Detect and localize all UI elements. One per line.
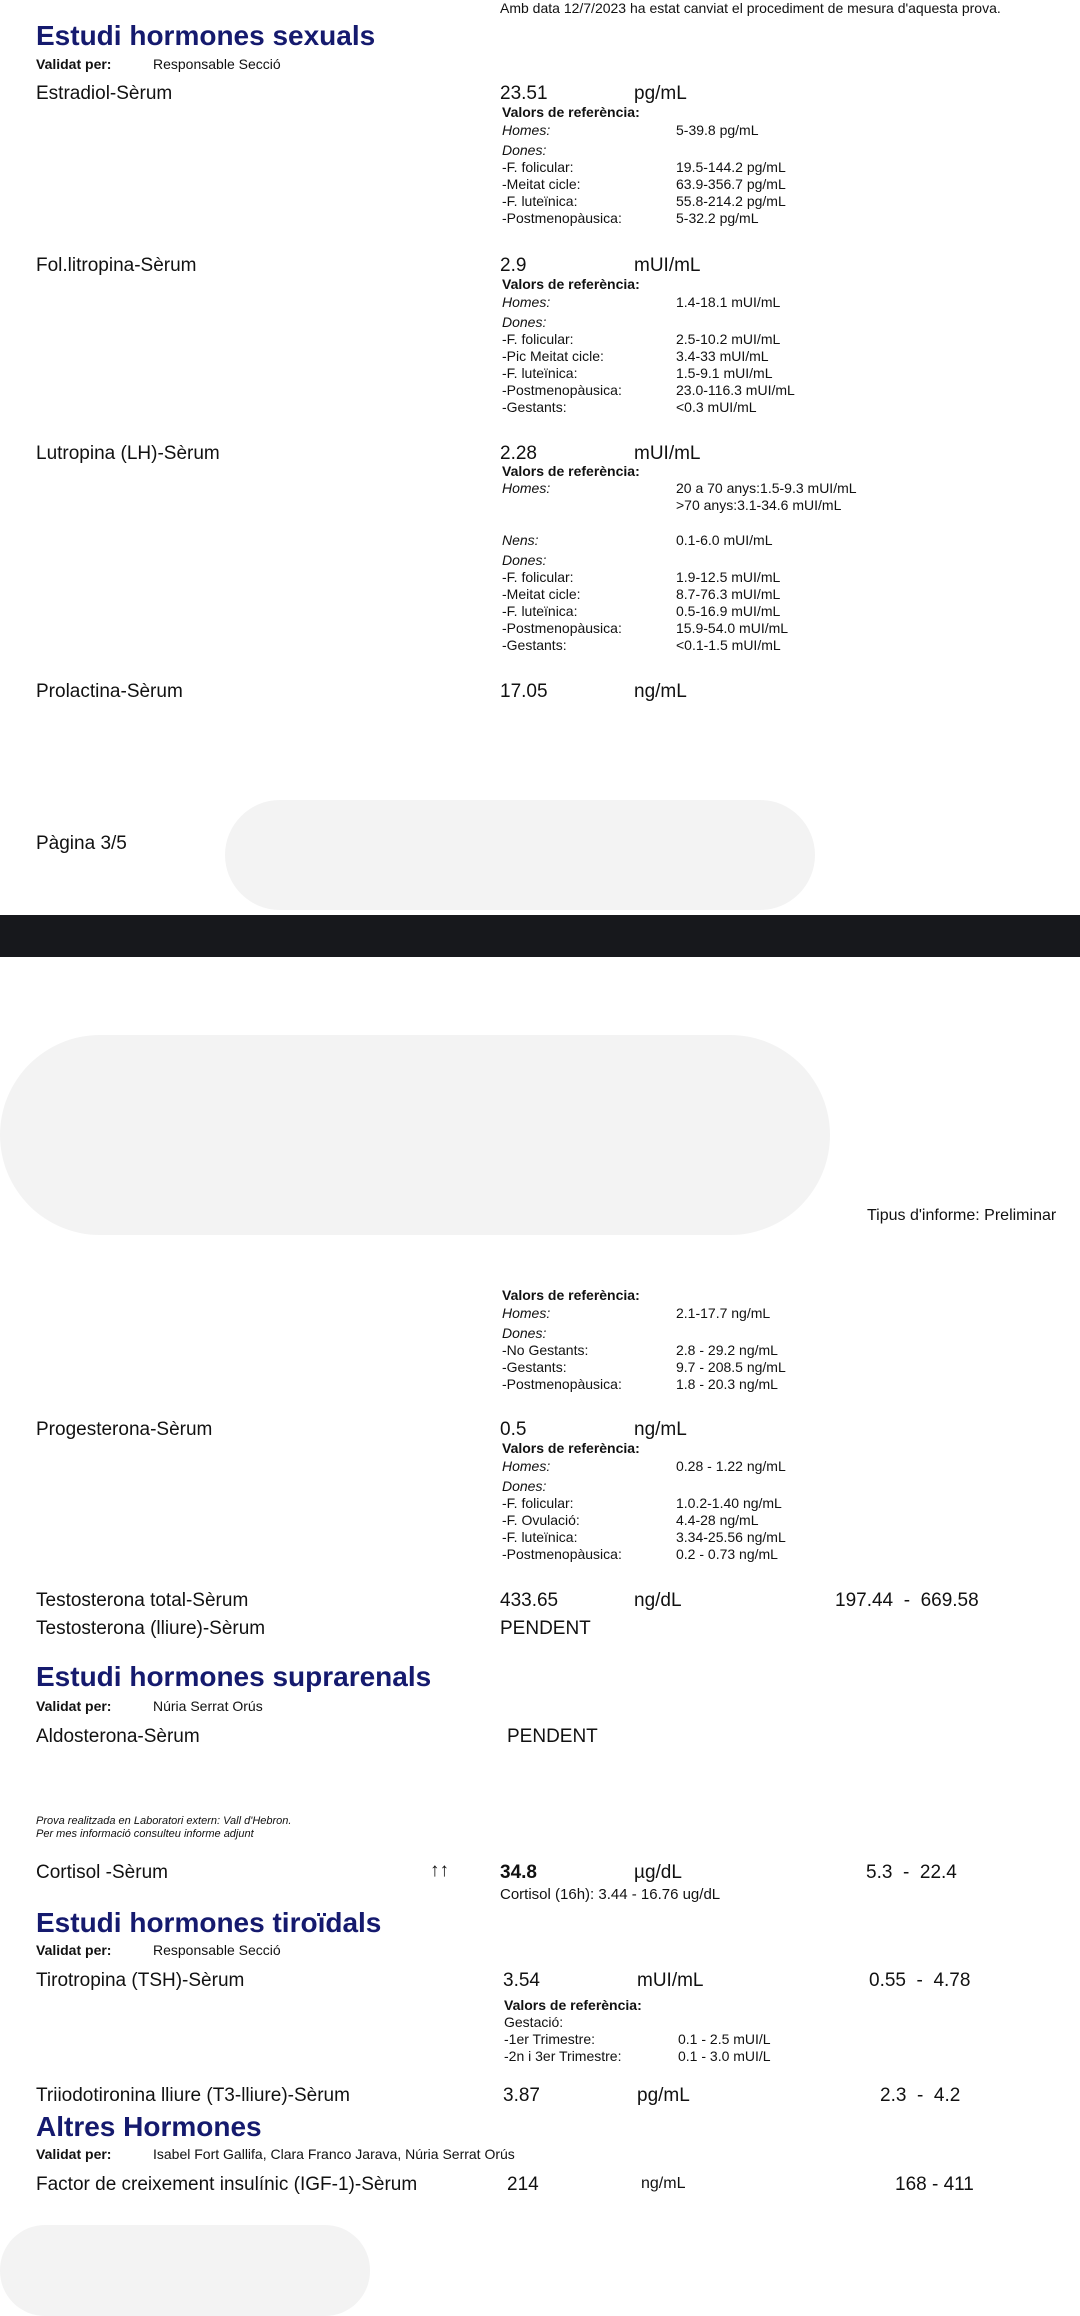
range-t3 [880,2085,960,2107]
ref-value: <0.1-1.5 mUI/mL [676,637,781,653]
ref-value: 0.1 - 3.0 mUI/L [678,2048,771,2064]
ref-value: 0.5-16.9 mUI/mL [676,603,781,619]
range-high: 22.4 [919,1862,957,1883]
ref-value: 23.0-116.3 mUI/mL [676,382,795,398]
ref-value: 1.8 - 20.3 ng/mL [676,1376,778,1392]
test-name-testosterona-total: Testosterona total-Sèrum [36,1590,249,1611]
ref-block-prolactina [502,1305,786,1393]
ref-label: -Postmenopàusica: [502,1546,622,1562]
ref-header: Valors de referència: [502,463,640,479]
ref-label: Gestació: [504,2014,564,2030]
ref-value: 2.5-10.2 mUI/mL [676,331,781,347]
test-name-progesterona: Progesterona-Sèrum [36,1419,213,1440]
range-high: 669.58 [920,1590,979,1611]
test-name-aldosterona: Aldosterona-Sèrum [36,1726,200,1747]
ref-value: 20 a 70 anys:1.5-9.3 mUI/mL [676,480,857,496]
range-separator: - [903,1590,911,1611]
ref-value: >70 anys:3.1-34.6 mUI/mL [676,497,842,513]
unit-prolactina: ng/mL [634,681,687,702]
result-t3: 3.87 [503,2085,540,2106]
section-title-altres: Altres Hormones [36,2111,262,2142]
ref-label: -F. folicular: [502,1495,574,1511]
ref-label [502,497,676,514]
ref-label: -Meitat cicle: [502,586,581,602]
validated-label: Validat per: [36,2146,112,2162]
range-tsh [869,1970,970,1992]
ref-value: 4.4-28 ng/mL [676,1512,759,1528]
ref-block-fsh [502,294,795,416]
external-lab-note-line1: Prova realitzada en Laboratori extern: Vall d'Hebron. [36,1815,292,1827]
test-name-estradiol: Estradiol-Sèrum [36,83,173,104]
ref-value: 0.2 - 0.73 ng/mL [676,1546,778,1562]
result-fsh: 2.9 [500,255,527,276]
ref-header: Valors de referència: [502,276,640,292]
ref-label: -No Gestants: [502,1342,589,1358]
ref-label: -Gestants: [502,1359,567,1375]
ref-label: -F. folicular: [502,331,574,347]
ref-label: Dones: [502,314,547,330]
ref-label: Dones: [502,1478,547,1494]
result-estradiol: 23.51 [500,83,548,104]
ref-label: -Gestants: [502,399,567,415]
ref-value: 1.4-18.1 mUI/mL [676,294,781,310]
ref-header: Valors de referència: [504,1997,642,2013]
range-separator: - [916,1970,923,1991]
ref-block-estradiol [502,122,786,227]
section-title-suprarenals: Estudi hormones suprarenals [36,1661,432,1692]
redacted-header [0,1035,830,1235]
ref-label: -F. luteïnica: [502,365,578,381]
ref-block-tsh [504,2014,771,2065]
unit-cortisol: µg/dL [634,1862,682,1883]
ref-label: -Postmenopàusica: [502,382,622,398]
unit-lh: mUI/mL [634,443,701,464]
ref-block-lh-b [502,532,788,654]
ref-label: -Postmenopàusica: [502,1376,622,1392]
procedure-notice: Amb data 12/7/2023 ha estat canviat el procediment de mesura d'aquesta prova. [500,0,1001,16]
ref-label: -2n i 3er Trimestre: [504,2048,622,2064]
ref-label: Dones: [502,1325,547,1341]
test-name-fsh: Fol.litropina-Sèrum [36,255,197,276]
validated-name: Núria Serrat Orús [153,1698,263,1714]
result-aldosterona: PENDENT [507,1726,598,1747]
ref-label: -F. luteïnica: [502,1529,578,1545]
ref-label: Nens: [502,532,539,548]
ref-label: -F. folicular: [502,569,574,585]
range-high: 4.78 [933,1970,971,1991]
ref-value: 3.4-33 mUI/mL [676,348,769,364]
result-lh: 2.28 [500,443,537,464]
range-low: 5.3 [866,1862,893,1883]
validated-label: Validat per: [36,56,112,72]
ref-label: Dones: [502,552,547,568]
validated-name: Responsable Secció [153,56,281,72]
ref-label: -F. folicular: [502,159,574,175]
ref-label: -1er Trimestre: [504,2031,596,2047]
ref-block-lh-a [502,480,857,514]
result-igf1: 214 [507,2174,539,2195]
range-high: 4.2 [933,2085,961,2106]
unit-t3: pg/mL [637,2085,690,2106]
test-name-lh: Lutropina (LH)-Sèrum [36,443,220,464]
redacted-area [225,800,815,910]
range-low: 2.3 [880,2085,907,2106]
result-tsh: 3.54 [503,1970,540,1991]
ref-value: 3.34-25.56 ng/mL [676,1529,786,1545]
unit-estradiol: pg/mL [634,83,687,104]
ref-label: Homes: [502,294,551,310]
report-type: Tipus d'informe: Preliminar [867,1207,1057,1224]
range-separator: - [916,2085,924,2106]
ref-value: 55.8-214.2 pg/mL [676,193,786,209]
ref-label: -F. Ovulació: [502,1512,580,1528]
ref-value: 19.5-144.2 pg/mL [676,159,786,175]
ref-label: Homes: [502,1458,551,1474]
ref-label: -Gestants: [502,637,567,653]
unit-igf1: ng/mL [641,2175,686,2192]
ref-value: 1.0.2-1.40 ng/mL [676,1495,782,1511]
ref-value: 5-32.2 pg/mL [676,210,759,226]
ref-label: -F. luteïnica: [502,603,578,619]
validated-label: Validat per: [36,1942,112,1958]
range-low: 197.44 [835,1590,894,1611]
range-low: 0.55 [869,1970,906,1991]
ref-value: 9.7 - 208.5 ng/mL [676,1359,786,1375]
range-separator: - [902,1862,910,1883]
unit-progesterona: ng/mL [634,1419,687,1440]
cortisol-note: Cortisol (16h): 3.44 - 16.76 ug/dL [500,1886,721,1903]
ref-value: 1.5-9.1 mUI/mL [676,365,773,381]
result-progesterona: 0.5 [500,1419,527,1440]
redacted-footer [0,2225,370,2316]
ref-label: -Meitat cicle: [502,176,581,192]
ref-label: -Pic Meitat cicle: [502,348,604,364]
range-igf1: 168 - 411 [895,2174,974,2195]
page-divider [0,915,1080,957]
ref-header: Valors de referència: [502,1440,640,1456]
result-cortisol: 34.8 [500,1862,537,1883]
range-cortisol [866,1862,957,1884]
test-name-cortisol: Cortisol -Sèrum [36,1862,168,1883]
ref-label: Homes: [502,122,551,138]
high-flag-icon: ↑↑ [430,1860,449,1881]
section-title-tiroidals: Estudi hormones tiroïdals [36,1907,382,1938]
test-name-t3: Triiodotironina lliure (T3-lliure)-Sèrum [36,2085,350,2106]
validated-label: Validat per: [36,1698,112,1714]
ref-header: Valors de referència: [502,104,640,120]
unit-fsh: mUI/mL [634,255,701,276]
test-name-tsh: Tirotropina (TSH)-Sèrum [36,1970,245,1991]
ref-label: -Postmenopàusica: [502,210,622,226]
ref-header: Valors de referència: [502,1287,640,1303]
test-name-prolactina: Prolactina-Sèrum [36,681,183,702]
ref-value: 8.7-76.3 mUI/mL [676,586,781,602]
ref-label: -Postmenopàusica: [502,620,622,636]
external-lab-note-line2: Per mes informació consulteu informe adjunt [36,1828,254,1840]
unit-tsh: mUI/mL [637,1970,704,1991]
ref-value: 1.9-12.5 mUI/mL [676,569,781,585]
ref-block-progesterona [502,1458,786,1563]
range-testosterona-total [835,1590,979,1612]
result-prolactina: 17.05 [500,681,548,702]
test-name-igf1: Factor de creixement insulínic (IGF-1)-Sèrum [36,2174,418,2195]
test-name-testosterona-lliure: Testosterona (lliure)-Sèrum [36,1618,266,1639]
ref-value: <0.3 mUI/mL [676,399,757,415]
ref-value: 0.28 - 1.22 ng/mL [676,1458,786,1474]
ref-value: 2.8 - 29.2 ng/mL [676,1342,778,1358]
page-number: Pàgina 3/5 [36,833,127,854]
ref-value: 2.1-17.7 ng/mL [676,1305,771,1321]
ref-label: Homes: [502,1305,551,1321]
result-testosterona-lliure: PENDENT [500,1618,591,1639]
result-testosterona-total: 433.65 [500,1590,559,1611]
ref-value: 5-39.8 pg/mL [676,122,759,138]
ref-label: -F. luteïnica: [502,193,578,209]
ref-label: Homes: [502,480,551,496]
ref-value: 63.9-356.7 pg/mL [676,176,786,192]
ref-value: 0.1 - 2.5 mUI/L [678,2031,771,2047]
ref-label: Dones: [502,142,547,158]
external-lab-note [36,1815,291,1841]
ref-value: 0.1-6.0 mUI/mL [676,532,773,548]
section-title-sexual-hormones: Estudi hormones sexuals [36,20,376,51]
unit-testosterona-total: ng/dL [634,1590,682,1611]
ref-value: 15.9-54.0 mUI/mL [676,620,789,636]
validated-name: Responsable Secció [153,1942,281,1958]
validated-name: Isabel Fort Gallifa, Clara Franco Jarava, Núria Serrat Orús [153,2146,515,2162]
